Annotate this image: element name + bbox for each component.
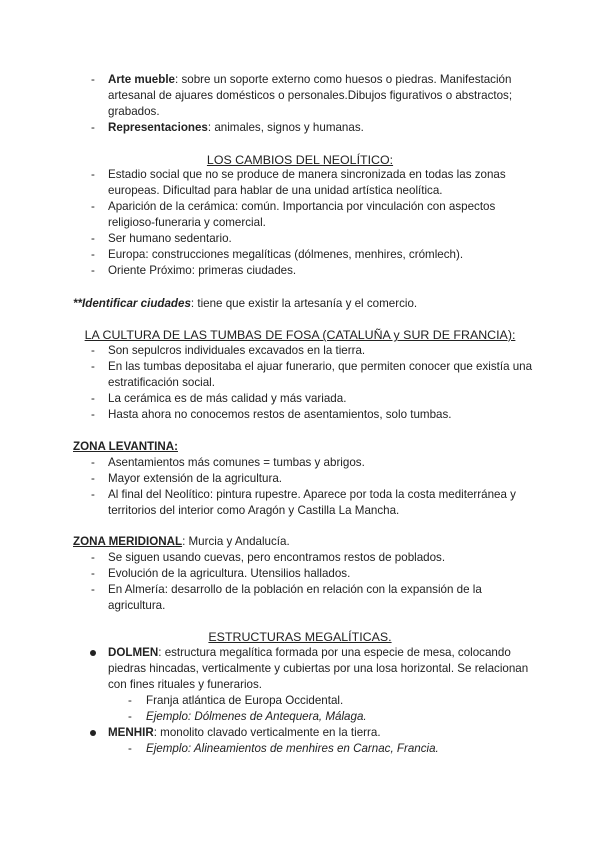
repr-term: Representaciones [108,121,208,134]
arte-text: : sobre un soporte externo como huesos o piedras. Manifestación artesanal de ajuares domésticos o personales.Dibujos figurativos o abstractos; grabados. [108,73,513,118]
list-item: - Arte mueble: sobre un soporte externo como huesos o piedras. Manifestación artesanal de ajuares domésticos o personales.Dibujos figurativos o abstractos; grabados. [91,73,513,118]
list-item: - Aparición de la cerámica: común. Importancia por vinculación con aspectos religioso-funeraria y comercial. [91,200,496,229]
list-item: - Al final del Neolítico: pintura rupestre. Aparece por toda la costa mediterránea y territorios del interior como Aragón y Castilla La Mancha. [91,488,516,517]
section-heading-megaliticas: ESTRUCTURAS MEGALÍTICAS. [208,630,392,644]
list-item: - Se siguen usando cuevas, pero encontramos restos de poblados. [91,551,446,564]
arte-list [0,72,600,136]
list-item: - Oriente Próximo: primeras ciudades. [91,264,297,277]
list-item: - Representaciones: animales, signos y humanas. [91,121,364,134]
section-heading-neolitico: LOS CAMBIOS DEL NEOLÍTICO: [206,153,394,167]
section-heading-levantina: ZONA LEVANTINA: [73,440,178,453]
neolitico-list [0,167,600,279]
arte-term: Arte mueble [108,73,176,86]
sub-list-item: - Franja atlántica de Europa Occidental. [128,694,344,707]
repr-text: : animales, signos y humanas. [207,121,364,134]
list-item: - Europa: construcciones megalíticas (dólmenes, menhires, crómlech). [91,248,464,261]
list-item: - Hasta ahora no conocemos restos de asentamientos, solo tumbas. [91,408,452,421]
list-item-dolmen: DOLMEN: estructura megalítica formada por una especie de mesa, colocando piedras hincadas, verticalmente y cubiertas por una losa horizontal. Se relacionan con fines rituales y funerarios. [0,645,600,693]
note-text: : tiene que existir la artesanía y el comercio. [190,297,418,310]
sub-list-item: - Ejemplo: Dólmenes de Antequera, Málaga. [128,710,367,723]
section-heading-fosa: LA CULTURA DE LAS TUMBAS DE FOSA (CATALUÑA y SUR DE FRANCIA): [84,328,516,342]
list-item: - Mayor extensión de la agricultura. [91,472,282,485]
list-item: - Evolución de la agricultura. Utensilios hallados. [91,567,351,580]
list-item: - Ser humano sedentario. [91,232,232,245]
list-item: - En las tumbas depositaba el ajuar funerario, que permiten conocer que existía una estratificación social. [91,360,533,389]
bullet-dot-icon [90,650,96,656]
note-paragraph [73,296,536,312]
sub-list-item: - Ejemplo: Alineamientos de menhires en Carnac, Francia. [128,742,439,755]
fosa-list [0,343,600,423]
megaliticas-list [0,645,600,757]
note-term: **Identificar ciudades [73,297,191,310]
list-item: - La cerámica es de más calidad y más variada. [91,392,347,405]
list-item: - Estadio social que no se produce de manera sincronizada en todas las zonas europeas. Dificultad para hablar de una unidad artística neolítica. [91,168,506,197]
list-item: - En Almería: desarrollo de la población en relación con la expansión de la agricultura. [91,583,482,612]
bullet-dot-icon [90,730,96,736]
list-item-menhir: MENHIR: monolito clavado verticalmente en la tierra. [0,725,600,741]
list-item: - Son sepulcros individuales excavados en la tierra. [91,344,366,357]
levantina-list [0,455,600,519]
section-heading-meridional: ZONA MERIDIONAL: Murcia y Andalucía. [73,535,290,548]
list-item: - Asentamientos más comunes = tumbas y abrigos. [91,456,365,469]
meridional-list [0,550,600,614]
